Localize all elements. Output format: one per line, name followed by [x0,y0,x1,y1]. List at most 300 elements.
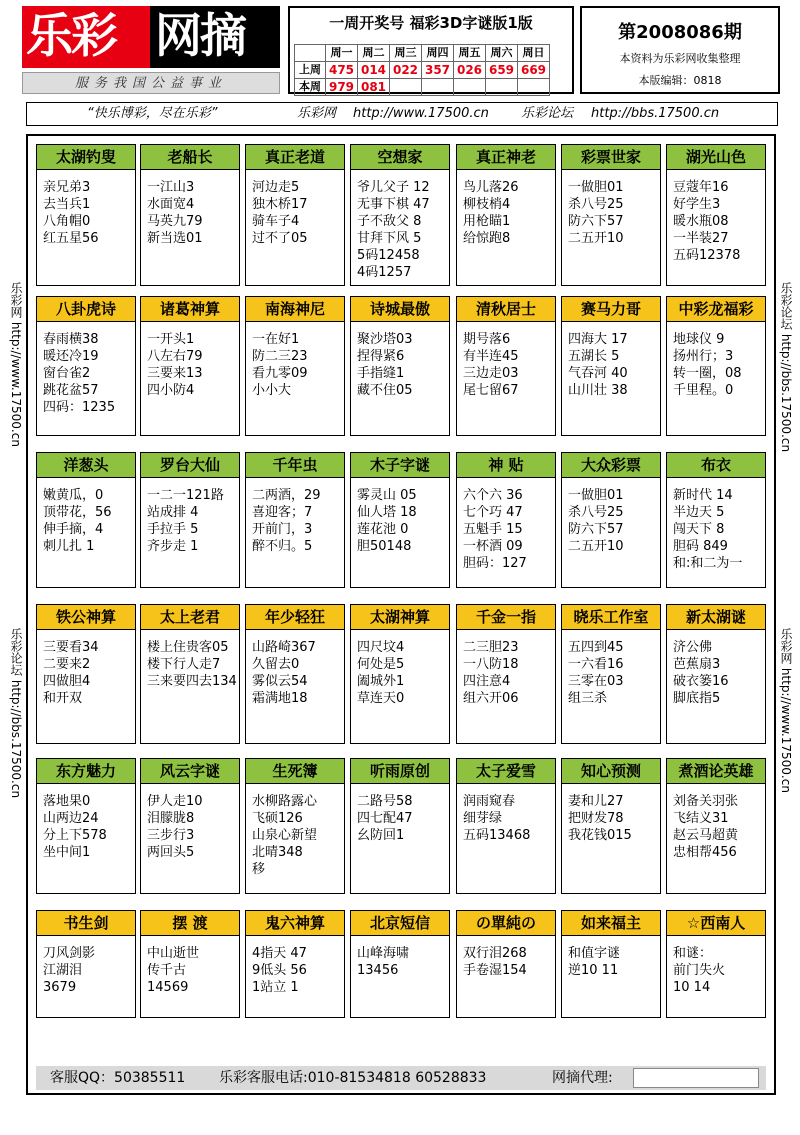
puzzle-box [561,910,661,1018]
side-text-left-1: 乐彩网 http://www.17500.cn [9,282,23,447]
puzzle-title: 赛马力哥 [562,297,660,322]
puzzle-line: 去当兵1 [43,197,91,212]
footer-bar [36,1066,766,1090]
issue-number: 第2008086期 [618,22,742,43]
puzzle-box [561,452,661,588]
puzzle-line: 甘拜下风 5 [357,231,422,246]
puzzle-line: 看九零09 [252,366,308,381]
puzzle-line: 独木桥17 [252,197,308,212]
puzzle-line: 窗台雀2 [43,366,91,381]
puzzle-line: 子不敌父 8 [357,214,422,229]
puzzle-line: 手指缝1 [357,366,405,381]
puzzle-line: 千里程。0 [673,383,734,398]
puzzle-line: 暖还冷19 [43,349,99,364]
puzzle-box [561,758,661,894]
day-header: 周五 [454,45,486,62]
puzzle-line: 爷儿父子 12 [357,180,430,195]
puzzle-line: 细芽绿 [463,811,503,826]
draw-number: 669 [518,62,550,79]
puzzle-title: の單純の [457,911,555,936]
puzzle-line: 四做胆4 [43,674,91,689]
puzzle-line: 双行泪268 [463,946,527,961]
logo-text-2: 网摘 [155,9,245,64]
puzzle-body [252,331,342,399]
puzzle-title: 晓乐工作室 [562,605,660,630]
puzzle-box [36,910,136,1018]
puzzle-box [561,144,661,286]
puzzle-line: 二三胆23 [463,640,519,655]
puzzle-body [252,793,342,878]
puzzle-body [673,945,763,996]
puzzle-line: 藏不住05 [357,383,413,398]
puzzle-body [568,945,658,979]
side-text-left-2: 乐彩论坛 http://bbs.17500.cn [9,628,23,799]
puzzle-line: 水面宽4 [147,197,195,212]
puzzle-body [147,179,237,247]
puzzle-title: 煮酒论英雄 [667,759,765,784]
puzzle-line: 胆码 849 [673,539,728,554]
puzzle-body [147,487,237,555]
row-label-last-week: 上周 [295,62,326,79]
puzzle-line: 一江山3 [147,180,195,195]
day-header: 周三 [390,45,422,62]
puzzle-line: 刘备关羽张 [673,794,739,809]
puzzle-body [463,945,553,979]
logo-text-1: 乐彩 [26,9,116,64]
puzzle-title: 千年虫 [246,453,344,478]
puzzle-title: 大众彩票 [562,453,660,478]
puzzle-title: 太子爱雪 [457,759,555,784]
puzzle-line: 和值字谜 [568,946,621,961]
puzzle-line: 给惊跑8 [463,231,511,246]
puzzle-line: 脚底指5 [673,691,721,706]
puzzle-box [350,452,450,588]
puzzle-body [463,179,553,247]
day-header: 周日 [518,45,550,62]
puzzle-line: 马英九79 [147,214,203,229]
puzzle-line: 一开头1 [147,332,195,347]
puzzle-line: 小小大 [252,383,292,398]
draw-number [390,79,422,96]
puzzle-title: 铁公神算 [37,605,135,630]
forum-link[interactable]: http://bbs.17500.cn [591,106,720,121]
puzzle-line: 喜迎客；7 [252,505,313,520]
puzzle-body [463,487,553,572]
puzzle-title: 生死簿 [246,759,344,784]
puzzle-box [36,296,136,436]
puzzle-box [350,604,450,744]
puzzle-line: 飞硕126 [252,811,303,826]
draw-number: 357 [422,62,454,79]
puzzle-box [36,758,136,894]
puzzle-line: 五魁手 15 [463,522,523,537]
puzzle-line: 四尺坟4 [357,640,405,655]
puzzle-line: 1站立 1 [252,980,299,995]
puzzle-box [245,604,345,744]
puzzle-box [36,144,136,286]
side-text-right-2: 乐彩网 http://www.17500.cn [779,628,793,793]
puzzle-body [357,945,447,979]
puzzle-title: 真正老道 [246,145,344,170]
editor: 本版编辑：0818 [638,74,722,87]
puzzle-body [673,179,763,264]
puzzle-line: 地球仪 9 [673,332,725,347]
puzzle-line: 前门失火 [673,963,726,978]
day-header: 周四 [422,45,454,62]
puzzle-title: 太湖神算 [351,605,449,630]
puzzle-line: 七个巧 47 [463,505,523,520]
draw-number [518,79,550,96]
puzzle-body [147,945,237,996]
puzzle-title: 如来福主 [562,911,660,936]
puzzle-line: 捏得紧6 [357,349,405,364]
puzzle-title: 风云字谜 [141,759,239,784]
puzzle-line: 雾似云54 [252,674,308,689]
puzzle-line: 四码：1235 [43,400,116,415]
puzzle-line: 刀风剑影 [43,946,96,961]
puzzle-line: 赵云马超黄 [673,828,739,843]
puzzle-box [140,296,240,436]
puzzle-line: 二要来2 [43,657,91,672]
puzzle-box [456,910,556,1018]
puzzle-line: 杀八号25 [568,197,624,212]
puzzle-line: 14569 [147,980,189,995]
puzzle-line: 尾七留67 [463,383,519,398]
puzzle-box [140,144,240,286]
puzzle-line: 把财发78 [568,811,624,826]
puzzle-box [666,758,766,894]
puzzle-line: 二五开10 [568,231,624,246]
puzzle-line: 有半连45 [463,349,519,364]
puzzle-line: 三要看34 [43,640,99,655]
puzzle-body [43,331,133,416]
puzzle-line: 胆50148 [357,539,412,554]
draw-number: 014 [358,62,390,79]
puzzle-line: 二五开10 [568,539,624,554]
puzzle-line: 楼上住贵客05 [147,640,229,655]
puzzle-box [666,296,766,436]
draw-number: 475 [326,62,358,79]
puzzle-title: 神 贴 [457,453,555,478]
puzzle-box [350,144,450,286]
puzzle-box [666,144,766,286]
puzzle-line: 一做胆01 [568,180,624,195]
puzzle-body [463,793,553,844]
puzzle-line: 润雨窥春 [463,794,516,809]
puzzle-box [245,144,345,286]
puzzle-title: 太上老君 [141,605,239,630]
puzzle-title: 诸葛神算 [141,297,239,322]
puzzle-line: 站成排 4 [147,505,199,520]
puzzle-line: 六个六 36 [463,488,523,503]
puzzle-line: 山泉心新望 [252,828,318,843]
puzzle-body [252,639,342,707]
puzzle-line: 好学生3 [673,197,721,212]
puzzle-line: 阖城外1 [357,674,405,689]
puzzle-line: 一在好1 [252,332,300,347]
puzzle-title: 真正神老 [457,145,555,170]
customer-qq: 客服QQ：50385511 [50,1070,186,1086]
puzzle-title: 东方魅力 [37,759,135,784]
puzzle-line: 幺防回1 [357,828,405,843]
puzzle-title: 知心预测 [562,759,660,784]
puzzle-line: 二两酒，29 [252,488,321,503]
puzzle-box [140,758,240,894]
puzzle-line: 5码12458 [357,248,420,263]
puzzle-body [252,179,342,247]
puzzle-title: 布衣 [667,453,765,478]
puzzle-body [43,945,133,996]
puzzle-line: 过不了05 [252,231,308,246]
puzzle-body [463,331,553,399]
puzzle-line: 和:和二为一 [673,556,743,571]
puzzle-line: 骑车子4 [252,214,300,229]
puzzle-title: 年少轻狂 [246,605,344,630]
puzzle-line: 无事下棋 47 [357,197,430,212]
puzzle-line: 五湖长 5 [568,349,620,364]
puzzle-body [43,639,133,707]
puzzle-box [666,452,766,588]
puzzle-box [561,296,661,436]
puzzle-box [350,758,450,894]
agent-label: 网摘代理: [552,1070,613,1086]
puzzle-line: 手卷湿154 [463,963,527,978]
puzzle-box [36,604,136,744]
puzzle-line: 跳花盆57 [43,383,99,398]
puzzle-title: 空想家 [351,145,449,170]
puzzle-line: 泪朦胧8 [147,811,195,826]
puzzle-line: 中山逝世 [147,946,200,961]
puzzle-line: 落地果0 [43,794,91,809]
puzzle-line: 忠相帮456 [673,845,737,860]
issue-panel [580,6,780,94]
logo [22,6,280,68]
puzzle-line: 二路号58 [357,794,413,809]
puzzle-line: 伸手摘，4 [43,522,104,537]
puzzle-line: 一半装27 [673,231,729,246]
puzzle-title: 八卦虎诗 [37,297,135,322]
puzzle-title: 彩票世家 [562,145,660,170]
puzzle-box [245,910,345,1018]
puzzle-line: 新时代 14 [673,488,733,503]
puzzle-box [456,296,556,436]
puzzle-line: 四海大 17 [568,332,628,347]
draw-title: 一周开奖号 福彩3D字谜版1版 [329,14,533,32]
puzzle-title: 北京短信 [351,911,449,936]
puzzle-body [357,793,447,844]
puzzle-box [561,604,661,744]
puzzle-body [147,793,237,861]
draw-number: 022 [390,62,422,79]
puzzle-title: 罗台大仙 [141,453,239,478]
puzzle-line: 暖水瓶08 [673,214,729,229]
puzzle-box [456,604,556,744]
puzzle-body [147,331,237,399]
puzzle-line: 八左右79 [147,349,203,364]
puzzle-line: 莲花池 0 [357,522,409,537]
puzzle-box [456,144,556,286]
puzzle-box [245,758,345,894]
puzzle-body [568,793,658,844]
puzzle-box [456,452,556,588]
puzzle-line: 半边天 5 [673,505,725,520]
puzzle-line: 一做胆01 [568,488,624,503]
puzzle-title: 中彩龙福彩 [667,297,765,322]
puzzle-line: 伊人走10 [147,794,203,809]
puzzle-body [673,639,763,707]
puzzle-box [245,296,345,436]
puzzle-title: 摆 渡 [141,911,239,936]
puzzle-body [673,487,763,572]
puzzle-line: 齐步走 1 [147,539,199,554]
puzzle-line: 一八防18 [463,657,519,672]
puzzle-line: 芭蕉扇3 [673,657,721,672]
day-header: 周二 [358,45,390,62]
puzzle-line: 我花钱015 [568,828,632,843]
puzzle-line: 五码12378 [673,248,741,263]
puzzle-box [350,910,450,1018]
puzzle-line: 组六开06 [463,691,519,706]
puzzle-body [43,179,133,247]
puzzle-line: 杀八号25 [568,505,624,520]
puzzle-line: 三要来13 [147,366,203,381]
puzzle-title: 南海神尼 [246,297,344,322]
puzzle-line: 手拉手 5 [147,522,199,537]
puzzle-title: 洋葱头 [37,453,135,478]
puzzle-line: 传千古 [147,963,187,978]
puzzle-line: 何处是5 [357,657,405,672]
puzzle-line: 开前门，3 [252,522,313,537]
puzzle-line: 扬州行；3 [673,349,734,364]
puzzle-body [43,793,133,861]
puzzle-line: 聚沙塔03 [357,332,413,347]
puzzle-line: 和开双 [43,691,83,706]
puzzle-line: 顶带花，56 [43,505,112,520]
puzzle-title: 木子字谜 [351,453,449,478]
slogan: 服务我国公益事业 [22,72,280,94]
puzzle-title: 清秋居士 [457,297,555,322]
puzzle-line: 山两边24 [43,811,99,826]
puzzle-line: 醉不归。5 [252,539,313,554]
puzzle-line: 坐中间1 [43,845,91,860]
puzzle-body [568,179,658,247]
puzzle-title: 太湖钓叟 [37,145,135,170]
puzzle-line: 10 14 [673,980,711,995]
puzzle-line: 柳枝梢4 [463,197,511,212]
puzzle-title: 老船长 [141,145,239,170]
puzzle-line: 闯天下 8 [673,522,725,537]
puzzle-line: 逆10 11 [568,963,619,978]
puzzle-line: 豆蔻年16 [673,180,729,195]
puzzle-line: 雾灵山 05 [357,488,417,503]
puzzle-line: 水柳路露心 [252,794,318,809]
puzzle-body [43,487,133,555]
puzzle-line: 霜满地18 [252,691,308,706]
puzzle-title: 诗城最傲 [351,297,449,322]
puzzle-body [568,487,658,555]
puzzle-line: 四小防4 [147,383,195,398]
puzzle-line: 鸟儿落26 [463,180,519,195]
puzzle-line: 气吞河 40 [568,366,628,381]
puzzle-body [357,179,447,281]
site-label: 乐彩网 [297,106,337,121]
puzzle-title: 湖光山色 [667,145,765,170]
forum-label: 乐彩论坛 [521,106,574,121]
puzzle-line: 9低头 56 [252,963,307,978]
motto-bar [26,102,778,126]
puzzle-line: 胆码：127 [463,556,527,571]
puzzle-line: 期号落6 [463,332,511,347]
puzzle-line: 山川壮 38 [568,383,628,398]
puzzle-body [252,945,342,996]
puzzle-line: 四注意4 [463,674,511,689]
puzzle-line: 四七配47 [357,811,413,826]
puzzle-line: 三边走03 [463,366,519,381]
puzzle-line: 用枪瞄1 [463,214,511,229]
puzzle-body [673,793,763,861]
puzzle-body [357,487,447,555]
puzzle-line: 江湖泪 [43,963,83,978]
site-link[interactable]: http://www.17500.cn [353,106,489,121]
puzzle-body [463,639,553,707]
puzzle-line: 转一圈，08 [673,366,742,381]
puzzle-line: 一杯酒 09 [463,539,523,554]
puzzle-line: 防二三23 [252,349,308,364]
puzzle-line: 一二一121路 [147,488,224,503]
weekly-draw-panel [288,6,574,94]
puzzle-line: 春雨横38 [43,332,99,347]
row-label-this-week: 本周 [295,79,326,96]
puzzle-title: 鬼六神算 [246,911,344,936]
puzzle-body [568,331,658,399]
agent-input[interactable] [633,1068,759,1088]
puzzle-title: 千金一指 [457,605,555,630]
puzzle-line: 五码13468 [463,828,531,843]
puzzle-line: 妻和儿27 [568,794,624,809]
puzzle-line: 三步行3 [147,828,195,843]
puzzle-line: 新当选01 [147,231,203,246]
puzzle-line: 破衣篓16 [673,674,729,689]
puzzle-box [140,604,240,744]
puzzle-line: 13456 [357,963,399,978]
draw-number: 979 [326,79,358,96]
source-note: 本资料为乐彩网收集整理 [619,52,741,65]
puzzle-line: 刺儿扎 1 [43,539,95,554]
motto: “快乐博彩，尽在乐彩” [87,106,218,121]
puzzle-line: 3679 [43,980,77,995]
puzzle-body [673,331,763,399]
side-text-right-1: 乐彩论坛 http://bbs.17500.cn [779,282,793,453]
draw-number: 659 [486,62,518,79]
puzzle-line: 草连天0 [357,691,405,706]
puzzle-line: 4码1257 [357,265,412,280]
puzzle-box [140,910,240,1018]
puzzle-box [666,910,766,1018]
puzzle-title: 新太湖谜 [667,605,765,630]
puzzle-line: 八角帽0 [43,214,91,229]
puzzle-line: 楼下行人走7 [147,657,221,672]
puzzle-line: 嫩黄瓜，0 [43,488,104,503]
draw-number: 081 [358,79,390,96]
puzzle-box [666,604,766,744]
puzzle-line: 河边走5 [252,180,300,195]
puzzle-line: 一六看16 [568,657,624,672]
draw-table [294,44,550,96]
day-header: 周一 [326,45,358,62]
puzzle-box [456,758,556,894]
puzzle-line: 防六下57 [568,214,624,229]
puzzle-title: 听雨原创 [351,759,449,784]
